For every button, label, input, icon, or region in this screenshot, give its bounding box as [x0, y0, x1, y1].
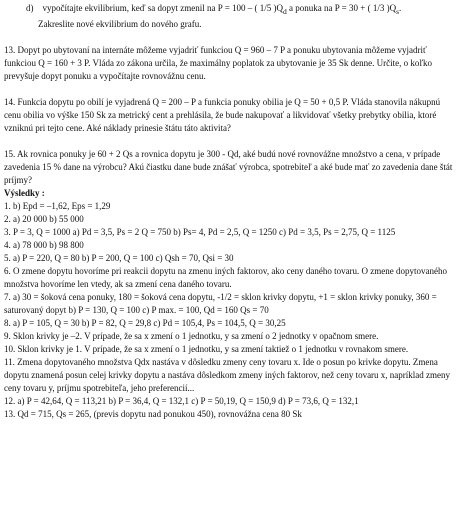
exercise-d-line2: Zakreslite nové ekvilibrium do nového grafu. [38, 18, 202, 29]
exercise-d-sub2: s [396, 6, 400, 16]
exercise-d-text2: a ponuka na P = 30 + ( 1/3 )Q [286, 3, 397, 13]
result-item: 13. Qd = 715, Qs = 265, (previs dopytu nad ponukou 450), rovnovážna cena 80 Sk [4, 408, 302, 419]
question-13: 13. Dopyt po ubytovaní na internáte môžeme vyjadriť funkciou Q = 960 – 7 P a ponuku ubytovania môžeme vyjadriť funkciou Q = 160 + 3 P. Vláda zo zákona určila, že maximálny poplatok za ubytovanie je 35 Sk denne. Určite, o koľko prevyšuje dopyt ponuku a vypočítajte rovnovážnu cenu. [4, 44, 433, 81]
exercise-d-sub1: d [283, 6, 287, 16]
result-item: 9. Sklon krivky je –2. V prípade, že sa x zmení o 1 jednotku, y sa zmení o 2 jednotky v opačnom smere. [4, 330, 379, 341]
exercise-d-text1: vypočítajte ekvilibrium, keď sa dopyt zmenil na P = 100 – ( 1/5 )Q [42, 3, 284, 13]
exercise-d-text3: . [399, 3, 402, 13]
exercise-d-line1 [26, 2, 459, 18]
result-item: 10. Sklon krivky je 1. V prípade, že sa x zmení o 1 jednotku, y sa zmení taktiež o 1 jednotku v rovnakom smere. [4, 343, 409, 354]
result-item: 8. a) P = 105, Q = 30 b) P = 82, Q = 29,8 c) Pd = 105,4, Ps = 104,5, Q = 30,25 [4, 317, 286, 328]
result-item: 5. a) P = 220, Q = 80 b) P = 200, Q = 100 c) Qsh = 70, Qsi = 30 [4, 252, 234, 263]
result-item: 7. a) 30 = šoková cena ponuky, 180 = šoková cena dopytu, -1/2 = sklon krivky dopytu, +1 = sklon krivky ponuky, 360 = saturovaný dopyt b) P = 130, Q = 100 c) P max. = 100, Qd = 160 Qs = 70 [4, 291, 437, 315]
question-14: 14. Funkcia dopytu po obilí je vyjadrená Q = 200 – P a funkcia ponuky obilia je Q = 50 + 0,5 P. Vláda stanovila nákupnú cenu obilia vo výške 150 Sk za metrický cent a prehlásila, že bude nakupovať a likvidovať všetky prebytky obilia, ktoré vzniknú pri tejto cene. Aké náklady prinesie štátu táto aktivita? [4, 96, 441, 133]
result-item: 12. a) P = 42,64, Q = 113,21 b) P = 36,4, Q = 132,1 c) P = 50,19, Q = 150,9 d) P = 73,6, Q = 132,1 [4, 395, 359, 406]
result-item: 3. P = 3, Q = 1000 a) Pd = 3,5, Ps = 2 Q = 750 b) Ps= 4, Pd = 2,5, Q = 1250 c) Pd = 3,5, Ps = 2,75, Q = 1125 [4, 226, 396, 237]
exercise-d-item [4, 2, 459, 31]
question-15: 15. Ak rovnica ponuky je 60 + 2 Qs a rovnica dopytu je 300 - Qd, aké budú nové rovnovážne množstvo a cena, v prípade zavedenia 15 % dane na výrobcu? Akú čiastku dane bude znášať výrobca, spotrebiteľ a aké bude mať zo zavedenia dane štát príjmy? [4, 148, 453, 185]
result-item: 2. a) 20 000 b) 55 000 [4, 213, 84, 224]
result-item: 6. O zmene dopytu hovoríme pri reakcii dopytu na zmenu iných faktorov, ako ceny daného tovaru. O zmene dopytovaného množstva hovoríme len vtedy, ak sa zmení cena daného tovaru. [4, 265, 448, 289]
result-item: 1. b) Epd = –1,62, Eps = 1,29 [4, 200, 111, 211]
result-item: 4. a) 78 000 b) 98 800 [4, 239, 84, 250]
results-list [4, 200, 459, 421]
exercise-d-marker: d) [26, 3, 34, 13]
result-item: 11. Zmena dopytovaného množstva Qdx nastáva v dôsledku zmeny ceny tovaru x. Ide o posun po krivke dopytu. Zmena dopytu znamená posun celej krivky dopytu a nastáva dôsledkom zmeny iných faktorov, než ceny tovaru x, napríklad zmeny ceny tovaru y, príjmu spotrebiteľa, jeho preferencií... [4, 356, 451, 393]
results-heading: Výsledky : [4, 187, 45, 198]
